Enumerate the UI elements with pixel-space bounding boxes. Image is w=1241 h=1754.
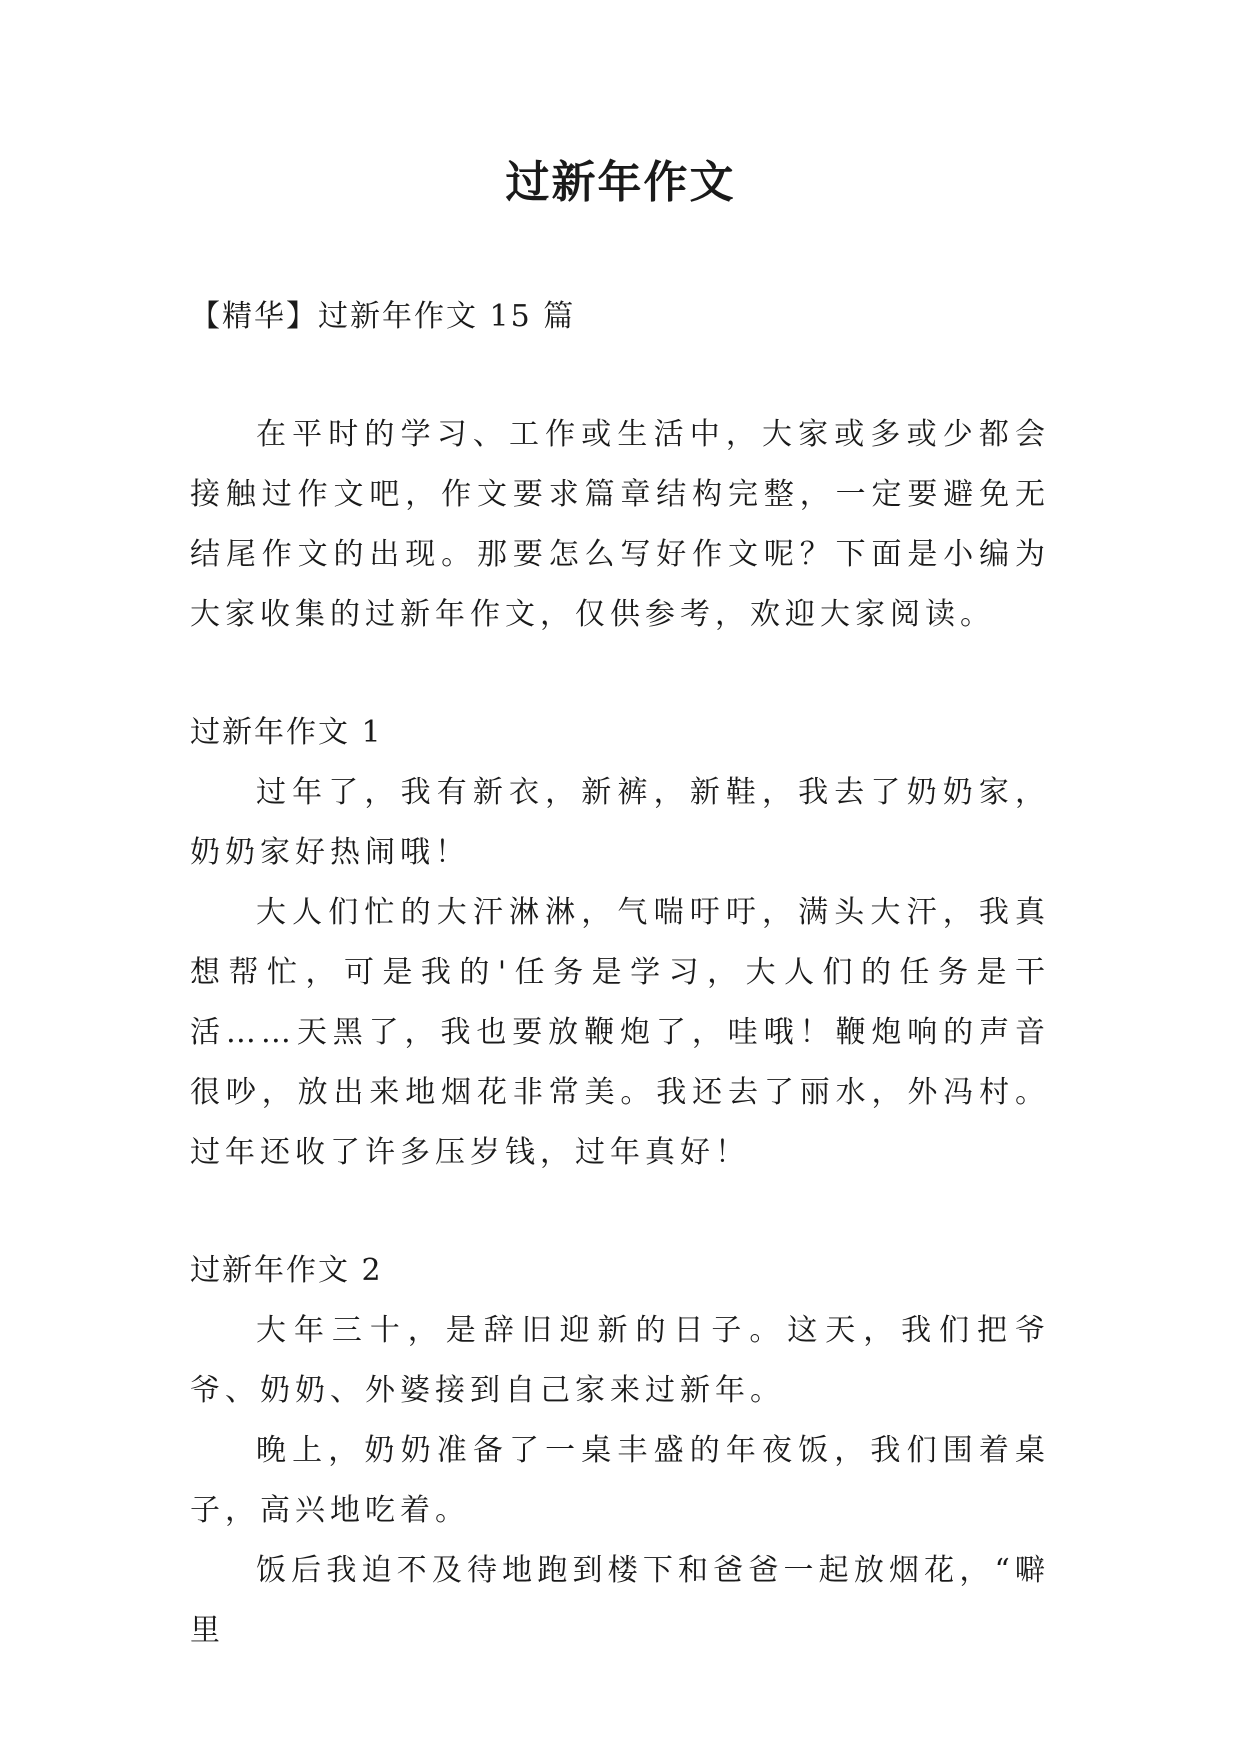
section-heading: 过新年作文 2 bbox=[190, 1253, 383, 1288]
section-paragraph: 大年三十，是辞旧迎新的日子。这天，我们把爷爷、奶奶、外婆接到自己家来过新年。 bbox=[190, 1313, 1050, 1408]
essay-section-2 bbox=[190, 1241, 1050, 1661]
section-paragraph: 晚上，奶奶准备了一桌丰盛的年夜饭，我们围着桌子，高兴地吃着。 bbox=[190, 1433, 1050, 1528]
document-body bbox=[190, 287, 1050, 1661]
spacer bbox=[190, 645, 1050, 703]
document-title: 过新年作文 bbox=[505, 157, 736, 208]
spacer bbox=[190, 347, 1050, 405]
section-paragraph: 大人们忙的大汗淋淋，气喘吁吁，满头大汗，我真想帮忙，可是我的'任务是学习，大人们的任务是干活……天黑了，我也要放鞭炮了，哇哦！鞭炮响的声音很吵，放出来地烟花非常美。我还去了丽水，外冯村。过年还收了许多压岁钱，过年真好！ bbox=[190, 895, 1050, 1170]
intro-paragraph: 在平时的学习、工作或生活中，大家或多或少都会接触过作文吧，作文要求篇章结构完整，一定要避免无结尾作文的出现。那要怎么写好作文呢？下面是小编为大家收集的过新年作文，仅供参考，欢迎大家阅读。 bbox=[190, 417, 1050, 632]
section-paragraph: 饭后我迫不及待地跑到楼下和爸爸一起放烟花，“噼里 bbox=[190, 1553, 1050, 1648]
spacer bbox=[190, 1183, 1050, 1241]
section-heading: 过新年作文 1 bbox=[190, 715, 383, 750]
section-paragraph: 过年了，我有新衣，新裤，新鞋，我去了奶奶家，奶奶家好热闹哦！ bbox=[190, 775, 1050, 870]
document-subtitle: 【精华】过新年作文 15 篇 bbox=[190, 299, 576, 334]
essay-section-1 bbox=[190, 703, 1050, 1183]
